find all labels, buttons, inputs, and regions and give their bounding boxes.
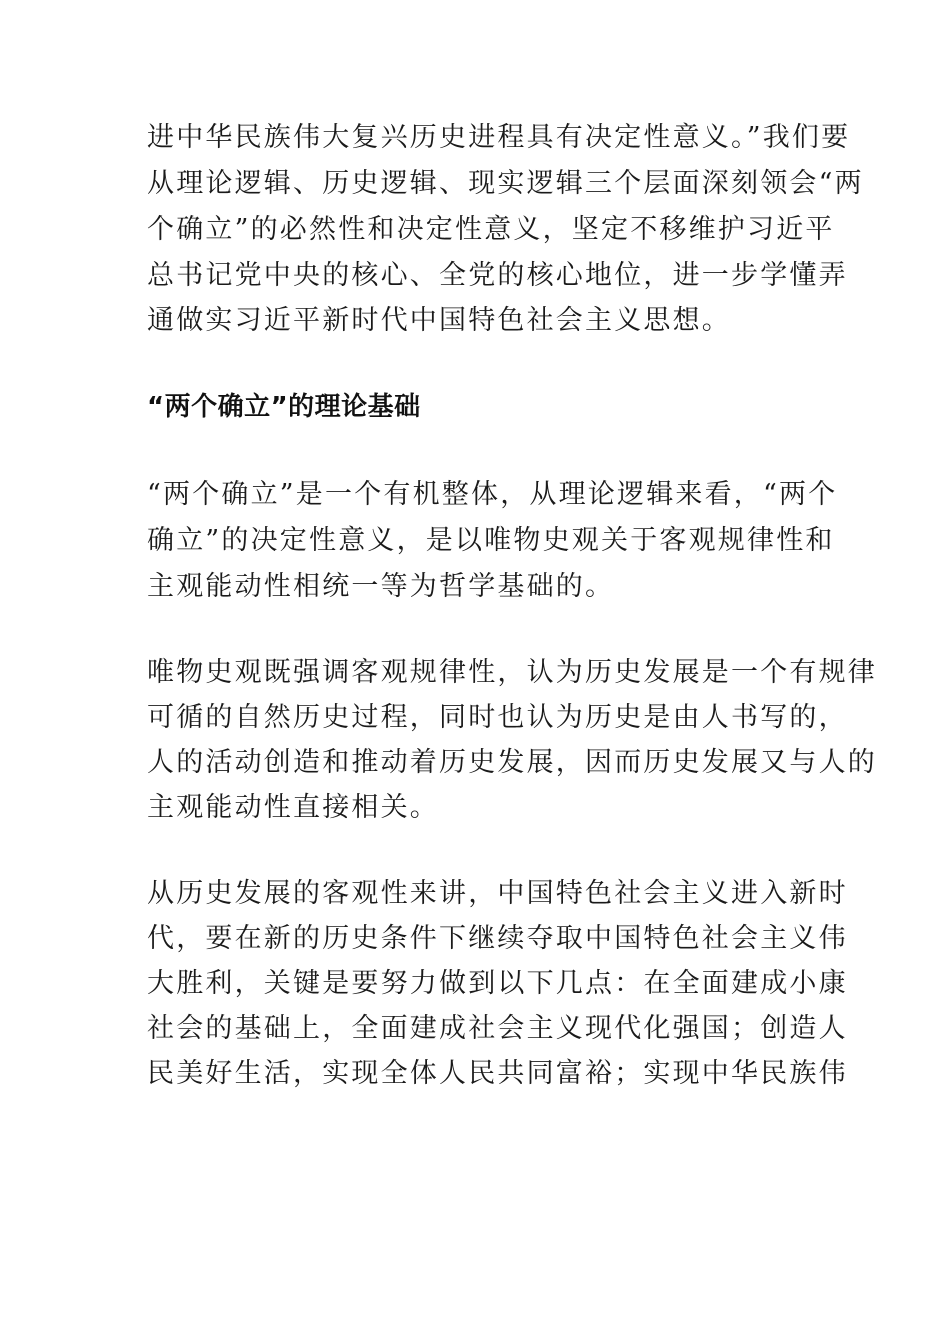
paragraph-line: 进中华民族伟大复兴历史进程具有决定性意义。”我们要: [147, 122, 851, 153]
paragraph-line: “两个确立”是一个有机整体，从理论逻辑来看，“两个: [147, 479, 838, 510]
paragraph-line: 主观能动性相统一等为哲学基础的。: [147, 571, 615, 602]
paragraph-line: 个确立”的必然性和决定性意义，坚定不移维护习近平: [147, 214, 835, 245]
paragraph-line: 民美好生活，实现全体人民共同富裕；实现中华民族伟: [147, 1058, 848, 1089]
paragraph-line: 通做实习近平新时代中国特色社会主义思想。: [147, 305, 731, 336]
paragraph-line: 人的活动创造和推动着历史发展，因而历史发展又与人的: [147, 747, 877, 778]
paragraph-line: 从理论逻辑、历史逻辑、现实逻辑三个层面深刻领会“两: [147, 168, 864, 199]
paragraph-line: 代，要在新的历史条件下继续夺取中国特色社会主义伟: [147, 923, 848, 954]
paragraph-line: 社会的基础上，全面建成社会主义现代化强国；创造人: [147, 1013, 848, 1044]
paragraph-line: 确立”的决定性意义，是以唯物史观关于客观规律性和: [147, 525, 835, 556]
paragraph-line: 主观能动性直接相关。: [147, 792, 439, 823]
section-heading: “两个确立”的理论基础: [147, 392, 421, 422]
paragraph-line: 总书记党中央的核心、全党的核心地位，进一步学懂弄: [147, 260, 848, 291]
paragraph-line: 大胜利，关键是要努力做到以下几点：在全面建成小康: [147, 968, 848, 999]
paragraph-line: 从历史发展的客观性来讲，中国特色社会主义进入新时: [147, 878, 848, 909]
paragraph-line: 唯物史观既强调客观规律性，认为历史发展是一个有规律: [147, 657, 877, 688]
paragraph-line: 可循的自然历史过程，同时也认为历史是由人书写的，: [147, 702, 848, 733]
